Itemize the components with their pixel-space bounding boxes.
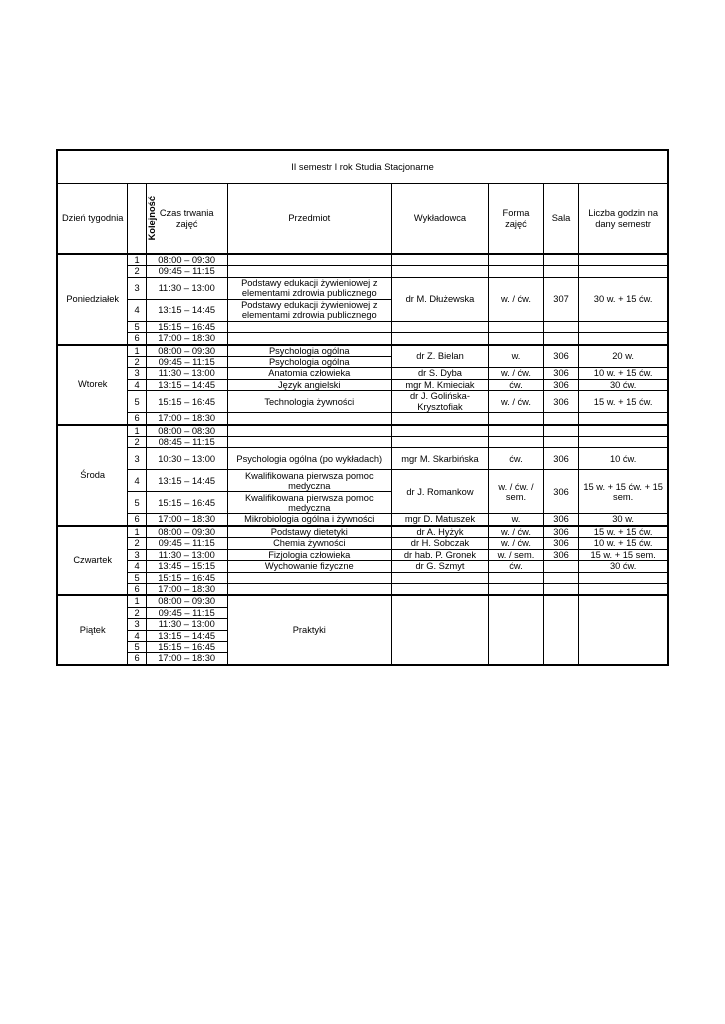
lecturer-cell: dr M. Dłużewska [391,277,488,321]
hours-cell: 15 w. + 15 ćw. [579,526,668,538]
time-cell: 11:30 – 13:00 [146,368,227,379]
lecturer-cell: dr J. Romankow [391,470,488,514]
header-order-label: Kolejność [147,196,158,241]
order-cell: 2 [128,437,146,448]
table-row [57,368,668,379]
room-cell: 306 [543,526,578,538]
room-cell: 306 [543,514,578,526]
time-cell: 08:00 – 09:30 [146,345,227,357]
order-cell: 2 [128,538,146,549]
subject-cell: Fizjologia człowieka [227,549,391,560]
subject-cell: Mikrobiologia ogólna i żywności [227,514,391,526]
table-row [57,583,668,595]
table-row [57,379,668,390]
room-cell: 306 [543,345,578,368]
day-friday: Piątek [57,595,128,664]
order-cell: 6 [128,653,146,665]
table-row [57,595,668,607]
lecturer-cell: dr hab. P. Gronek [391,549,488,560]
time-cell: 08:45 – 11:15 [146,437,227,448]
table-row [57,413,668,425]
time-cell: 13:15 – 14:45 [146,470,227,492]
time-cell: 09:45 – 11:15 [146,266,227,277]
room-cell: 306 [543,379,578,390]
header-time: Czas trwania zajęć [146,184,227,255]
time-cell: 15:15 – 16:45 [146,492,227,514]
order-cell: 4 [128,561,146,572]
subject-cell: Psychologia ogólna (po wykładach) [227,448,391,470]
time-cell: 08:00 – 09:30 [146,526,227,538]
order-cell: 3 [128,277,146,299]
form-cell: w. / ćw. [489,538,544,549]
hours-cell: 15 w. + 15 ćw. [579,391,668,413]
hours-cell: 10 w. + 15 ćw. [579,538,668,549]
time-cell: 08:00 – 09:30 [146,254,227,266]
time-cell: 10:30 – 13:00 [146,448,227,470]
time-cell: 17:00 – 18:30 [146,514,227,526]
order-cell: 6 [128,514,146,526]
table-row [57,526,668,538]
order-cell: 5 [128,641,146,652]
subject-cell: Podstawy edukacji żywieniowej z elementami zdrowia publicznego [227,299,391,321]
form-cell: ćw. [489,561,544,572]
table-row [57,425,668,437]
time-cell: 17:00 – 18:30 [146,653,227,665]
hours-cell: 30 w. [579,514,668,526]
lecturer-cell: mgr D. Matuszek [391,514,488,526]
subject-cell: Anatomia człowieka [227,368,391,379]
time-cell: 15:15 – 16:45 [146,641,227,652]
time-cell: 08:00 – 09:30 [146,595,227,607]
subject-cell: Psychologia ogólna [227,357,391,368]
time-cell: 09:45 – 11:15 [146,357,227,368]
day-monday: Poniedziałek [57,254,128,345]
hours-cell: 10 ćw. [579,448,668,470]
time-cell: 15:15 – 16:45 [146,321,227,332]
hours-cell: 30 ćw. [579,379,668,390]
form-cell: w. / sem. [489,549,544,560]
header-form: Forma zajęć [489,184,544,255]
hours-cell: 30 w. + 15 ćw. [579,277,668,321]
order-cell: 5 [128,572,146,583]
order-cell: 4 [128,299,146,321]
table-row [57,470,668,492]
header-day: Dzień tygodnia [57,184,128,255]
table-row [57,254,668,266]
header-order [128,184,158,255]
time-cell: 09:45 – 11:15 [146,538,227,549]
order-cell: 4 [128,630,146,641]
lecturer-cell: dr H. Sobczak [391,538,488,549]
order-cell: 2 [128,357,146,368]
order-cell: 1 [128,254,146,266]
order-cell: 5 [128,391,146,413]
subject-cell: Język angielski [227,379,391,390]
hours-cell: 30 ćw. [579,561,668,572]
table-row [57,437,668,448]
subject-cell-practice: Praktyki [227,595,391,664]
subject-cell: Chemia żywności [227,538,391,549]
order-cell: 6 [128,413,146,425]
day-wednesday: Środa [57,425,128,526]
time-cell: 17:00 – 18:30 [146,413,227,425]
day-thursday: Czwartek [57,526,128,595]
lecturer-cell: mgr M. Kmieciak [391,379,488,390]
hours-cell: 20 w. [579,345,668,368]
subject-cell: Technologia żywności [227,391,391,413]
subject-cell: Podstawy dietetyki [227,526,391,538]
room-cell: 306 [543,549,578,560]
order-cell: 4 [128,470,146,492]
table-row [57,266,668,277]
time-cell: 15:15 – 16:45 [146,391,227,413]
hours-cell: 15 w. + 15 ćw. + 15 sem. [579,470,668,514]
subject-cell: Wychowanie fizyczne [227,561,391,572]
order-cell: 1 [128,526,146,538]
time-cell: 13:15 – 14:45 [146,379,227,390]
order-cell: 5 [128,321,146,332]
time-cell: 09:45 – 11:15 [146,607,227,618]
order-cell: 5 [128,492,146,514]
header-room: Sala [543,184,578,255]
lecturer-cell: mgr M. Skarbińska [391,448,488,470]
table-row [57,514,668,526]
form-cell: w. / ćw. [489,391,544,413]
room-cell: 306 [543,368,578,379]
table-row [57,572,668,583]
order-cell: 3 [128,549,146,560]
form-cell: w. [489,345,544,368]
lecturer-cell: dr S. Dyba [391,368,488,379]
hours-cell: 15 w. + 15 sem. [579,549,668,560]
form-cell: w. / ćw. [489,368,544,379]
table-row [57,538,668,549]
order-cell: 3 [128,368,146,379]
table-row [57,333,668,345]
subject-cell: Kwalifikowana pierwsza pomoc medyczna [227,492,391,514]
time-cell: 11:30 – 13:00 [146,277,227,299]
order-cell: 1 [128,425,146,437]
table-row [57,448,668,470]
room-cell: 306 [543,538,578,549]
table-row [57,561,668,572]
time-cell: 11:30 – 13:00 [146,619,227,630]
table-row [57,277,668,299]
order-cell: 2 [128,266,146,277]
form-cell: ćw. [489,379,544,390]
room-cell: 306 [543,391,578,413]
time-cell: 13:15 – 14:45 [146,299,227,321]
time-cell: 13:45 – 15:15 [146,561,227,572]
header-subject: Przedmiot [227,184,391,255]
room-cell: 306 [543,448,578,470]
time-cell: 08:00 – 08:30 [146,425,227,437]
order-cell: 1 [128,595,146,607]
table-row [57,549,668,560]
table-title: II semestr I rok Studia Stacjonarne [57,150,668,184]
subject-cell: Podstawy edukacji żywieniowej z elementami zdrowia publicznego [227,277,391,299]
subject-cell: Psychologia ogólna [227,345,391,357]
table-row [57,321,668,332]
time-cell: 11:30 – 13:00 [146,549,227,560]
room-cell [543,561,578,572]
room-cell: 307 [543,277,578,321]
form-cell: w. / ćw. [489,526,544,538]
form-cell: w. / ćw. / sem. [489,470,544,514]
form-cell: w. [489,514,544,526]
time-cell: 15:15 – 16:45 [146,572,227,583]
order-cell: 1 [128,345,146,357]
time-cell: 13:15 – 14:45 [146,630,227,641]
order-cell: 6 [128,583,146,595]
order-cell: 4 [128,379,146,390]
time-cell: 17:00 – 18:30 [146,333,227,345]
order-cell: 3 [128,619,146,630]
table-row [57,391,668,413]
lecturer-cell: dr G. Szmyt [391,561,488,572]
lecturer-cell: dr J. Golińska-Krysztofiak [391,391,488,413]
room-cell: 306 [543,470,578,514]
day-tuesday: Wtorek [57,345,128,425]
schedule-table [56,149,669,666]
order-cell: 3 [128,448,146,470]
table-row [57,345,668,357]
form-cell: w. / ćw. [489,277,544,321]
header-lecturer: Wykładowca [391,184,488,255]
hours-cell: 10 w. + 15 ćw. [579,368,668,379]
lecturer-cell: dr A. Hyżyk [391,526,488,538]
order-cell: 2 [128,607,146,618]
time-cell: 17:00 – 18:30 [146,583,227,595]
header-hours: Liczba godzin na dany semestr [579,184,668,255]
form-cell: ćw. [489,448,544,470]
subject-cell: Kwalifikowana pierwsza pomoc medyczna [227,470,391,492]
order-cell: 6 [128,333,146,345]
lecturer-cell: dr Z. Bielan [391,345,488,368]
